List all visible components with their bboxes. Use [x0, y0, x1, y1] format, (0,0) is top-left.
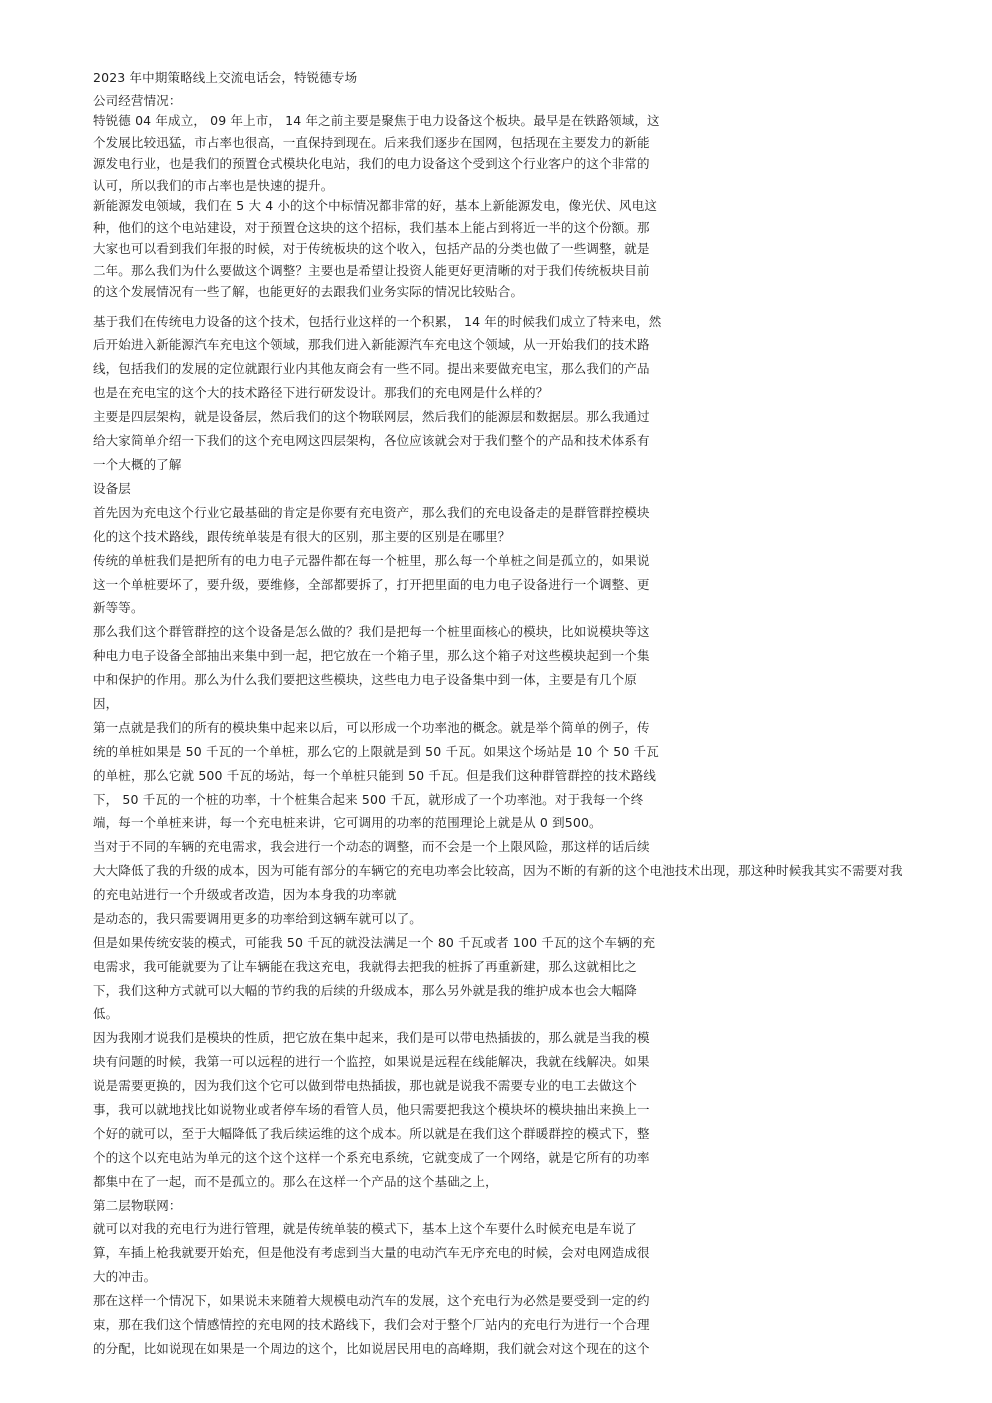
- text-line: 首先因为充电这个行业它最基础的肯定是你要有充电资产，那么我们的充电设备走的是群管群控模块: [93, 505, 650, 520]
- text-line: 大家也可以看到我们年报的时候，对于传统板块的这个收入，包括产品的分类也做了一些调整，就是: [93, 241, 650, 256]
- text-line: 特锐德 04 年成立， 09 年上市， 14 年之前主要是聚焦于电力设备这个板块。最早是在铁路领域，这: [93, 113, 660, 128]
- text-line: 认可，所以我们的市占率也是快速的提升。: [93, 178, 334, 193]
- text-line: 的分配，比如说现在如果是一个周边的这个，比如说居民用电的高峰期，我们就会对这个现在的这个: [93, 1341, 650, 1356]
- text-line: 一个大概的了解: [93, 457, 182, 472]
- text-line: 但是如果传统安装的模式，可能我 50 千瓦的就没法满足一个 80 千瓦或者 100 千瓦的这个车辆的充: [93, 935, 656, 950]
- text-line: 的这个发展情况有一些了解，也能更好的去跟我们业务实际的情况比较贴合。: [93, 284, 524, 299]
- text-line: 第一点就是我们的所有的模块集中起来以后，可以形成一个功率池的概念。就是举个简单的例子，传: [93, 720, 650, 735]
- text-line: 低。: [93, 1006, 119, 1021]
- text-line: 个发展比较迅猛，市占率也很高，一直保持到现在。后来我们逐步在国网，包括现在主要发力的新能: [93, 135, 650, 150]
- text-line: 统的单桩如果是 50 千瓦的一个单桩，那么它的上限就是到 50 千瓦。如果这个场站是 10 个 50 千瓦: [93, 744, 659, 759]
- text-line: 就可以对我的充电行为进行管理，就是传统单装的模式下，基本上这个车要什么时候充电是车说了: [93, 1221, 637, 1236]
- text-line: 电需求，我可能就要为了让车辆能在我这充电，我就得去把我的桩拆了再重新建，那么这就相比之: [93, 959, 637, 974]
- text-line: 是动态的，我只需要调用更多的功率给到这辆车就可以了。: [93, 911, 422, 926]
- text-line: 说是需要更换的，因为我们这个它可以做到带电热插拔，那也就是说我不需要专业的电工去做这个: [93, 1078, 637, 1093]
- text-line: 那么我们这个群管群控的这个设备是怎么做的？我们是把每一个桩里面核心的模块，比如说模块等这: [93, 624, 650, 639]
- text-line: 后开始进入新能源汽车充电这个领域，那我们进入新能源汽车充电这个领域，从一开始我们的技术路: [93, 337, 650, 352]
- text-line: 给大家简单介绍一下我们的这个充电网这四层架构，各位应该就会对于我们整个的产品和技术体系有: [93, 433, 650, 448]
- text-line: 都集中在了一起，而不是孤立的。那么在这样一个产品的这个基础之上，: [93, 1174, 498, 1189]
- section-heading: 公司经营情况：: [93, 93, 182, 108]
- text-line: 源发电行业，也是我们的预置仓式模块化电站，我们的电力设备这个受到这个行业客户的这个非常的: [93, 156, 650, 171]
- text-line: 个的这个以充电站为单元的这个这个这样一个系充电系统，它就变成了一个网络，就是它所有的功率: [93, 1150, 650, 1165]
- text-line: 大的冲击。: [93, 1269, 157, 1284]
- text-line: 传统的单桩我们是把所有的电力电子元器件都在每一个桩里，那么每一个单桩之间是孤立的，如果说: [93, 553, 650, 568]
- text-line: 当对于不同的车辆的充电需求，我会进行一个动态的调整，而不会是一个上限风险，那这样的话后续: [93, 839, 650, 854]
- text-line: 那在这样一个情况下，如果说未来随着大规模电动汽车的发展，这个充电行为必然是要受到一定的约: [93, 1293, 650, 1308]
- text-line: 大大降低了我的升级的成本，因为可能有部分的车辆它的充电功率会比较高，因为不断的有新的这个电池技术出现，那这种时候我其实不需要对我: [93, 863, 903, 878]
- text-line: 种电力电子设备全部抽出来集中到一起，把它放在一个箱子里，那么这个箱子对这些模块起到一个集: [93, 648, 650, 663]
- text-line: 也是在充电宝的这个大的技术路径下进行研发设计。那我们的充电网是什么样的？: [93, 385, 549, 400]
- text-line: 的单桩，那么它就 500 千瓦的场站，每一个单桩只能到 50 千瓦。但是我们这种群管群控的技术路线: [93, 768, 657, 783]
- text-line: 新能源发电领域，我们在 5 大 4 小的这个中标情况都非常的好，基本上新能源发电，像光伏、风电这: [93, 198, 658, 213]
- text-line: 二年。那么我们为什么要做这个调整？主要也是希望让投资人能更好更清晰的对于我们传统板块目前: [93, 263, 650, 278]
- text-line: 算，车插上枪我就要开始充，但是他没有考虑到当大量的电动汽车无序充电的时候，会对电网造成很: [93, 1245, 650, 1260]
- text-line: 中和保护的作用。那么为什么我们要把这些模块，这些电力电子设备集中到一体，主要是有几个原: [93, 672, 637, 687]
- text-line: 块有问题的时候，我第一可以远程的进行一个监控，如果说是远程在线能解决，我就在线解决。如果: [93, 1054, 650, 1069]
- text-line: 因，: [93, 696, 119, 711]
- text-line: 基于我们在传统电力设备的这个技术，包括行业这样的一个积累， 14 年的时候我们成立了特来电，然: [93, 314, 662, 329]
- text-line: 下， 50 千瓦的一个桩的功率，十个桩集合起来 500 千瓦，就形成了一个功率池。对于我每一个终: [93, 792, 644, 807]
- text-line: 事，我可以就地找比如说物业或者停车场的看管人员，他只需要把我这个模块坏的模块抽出来换上一: [93, 1102, 650, 1117]
- text-line: 种，他们的这个电站建设，对于预置仓这块的这个招标，我们基本上能占到将近一半的这个份额。那: [93, 220, 650, 235]
- text-line: 下，我们这种方式就可以大幅的节约我的后续的升级成本，那么另外就是我的维护成本也会大幅降: [93, 983, 637, 998]
- document-title: 2023 年中期策略线上交流电话会，特锐德专场: [93, 70, 358, 85]
- text-line: 线，包括我们的发展的定位就跟行业内其他友商会有一些不同。提出来要做充电宝，那么我们的产品: [93, 361, 650, 376]
- text-line: 主要是四层架构，就是设备层，然后我们的这个物联网层，然后我们的能源层和数据层。那么我通过: [93, 409, 650, 424]
- text-line: 束，那在我们这个情感情控的充电网的技术路线下，我们会对于整个厂站内的充电行为进行一个合理: [93, 1317, 650, 1332]
- text-line: 个好的就可以，至于大幅降低了我后续运维的这个成本。所以就是在我们这个群暖群控的模式下，整: [93, 1126, 650, 1141]
- text-line: 新等等。: [93, 600, 144, 615]
- text-line: 化的这个技术路线，跟传统单装是有很大的区别，那主要的区别是在哪里？: [93, 529, 511, 544]
- section-heading: 第二层物联网：: [93, 1198, 182, 1213]
- text-line: 的充电站进行一个升级或者改造，因为本身我的功率就: [93, 887, 397, 902]
- text-line: 这一个单桩要坏了，要升级，要维修，全部都要拆了，打开把里面的电力电子设备进行一个调整、更: [93, 577, 650, 592]
- text-line: 端，每一个单桩来讲，每一个充电桩来讲，它可调用的功率的范围理论上就是从 0 到500。: [93, 815, 602, 830]
- section-heading: 设备层: [93, 481, 131, 496]
- text-line: 因为我刚才说我们是模块的性质，把它放在集中起来，我们是可以带电热插拔的，那么就是当我的模: [93, 1030, 650, 1045]
